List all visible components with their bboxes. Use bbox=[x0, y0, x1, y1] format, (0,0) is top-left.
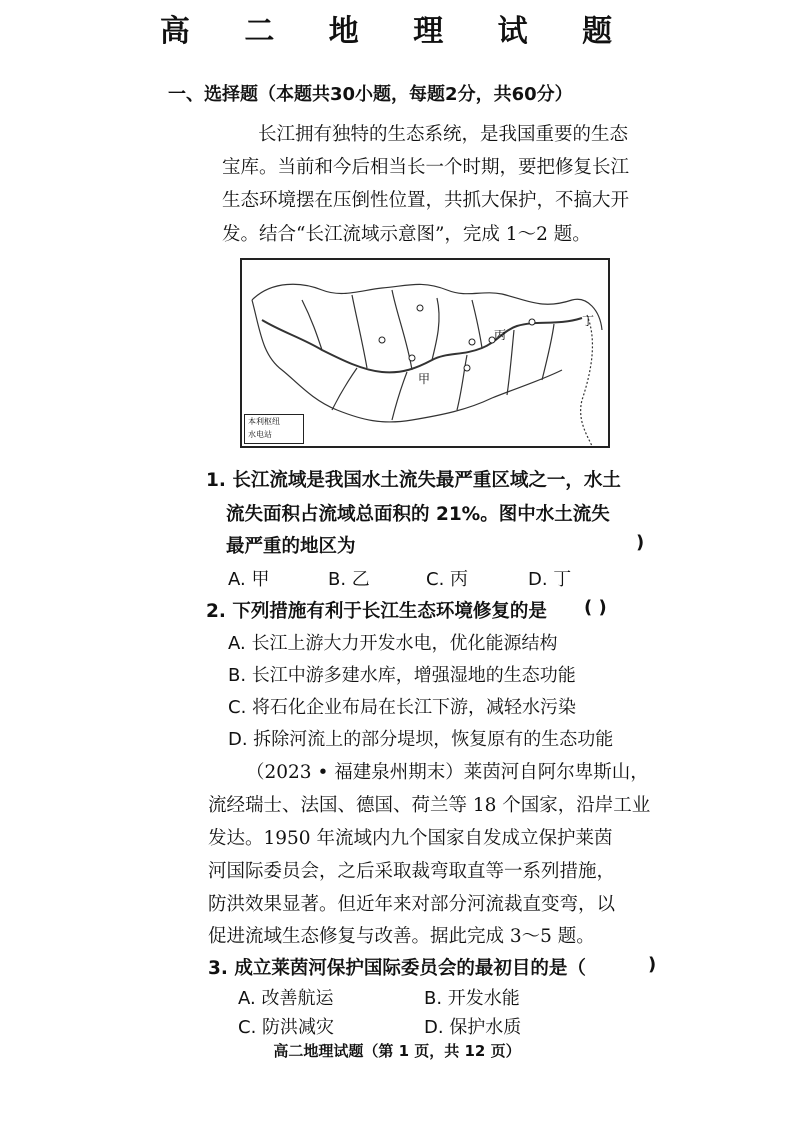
passage2-line-6: 促进流域生态修复与改善。据此完成 3～5 题。 bbox=[208, 926, 595, 947]
page-footer: 高二地理试题（第 1 页，共 12 页） bbox=[273, 1042, 521, 1060]
q3-stem: 3. 成立莱茵河保护国际委员会的最初目的是（ bbox=[208, 958, 586, 979]
passage2-line-4: 河国际委员会，之后采取裁弯取直等一系列措施， bbox=[208, 861, 616, 882]
q2-option-b[interactable]: B. 长江中游多建水库，增强湿地的生态功能 bbox=[228, 665, 576, 686]
passage2-line-2: 流经瑞士、法国、德国、荷兰等 18 个国家，沿岸工业 bbox=[208, 795, 651, 816]
intro-line-3: 生态环境摆在压倒性位置，共抓大保护，不搞大开 bbox=[222, 190, 630, 211]
intro-line-2: 宝库。当前和今后相当长一个时期，要把修复长江 bbox=[222, 157, 630, 178]
yangtze-basin-map bbox=[240, 258, 610, 448]
q1-answer-paren: ) bbox=[636, 532, 645, 553]
q1-option-c[interactable]: C. 丙 bbox=[426, 569, 469, 590]
map-label-jia: 甲 bbox=[418, 372, 431, 386]
q1-line-3: 最严重的地区为 bbox=[226, 536, 356, 557]
q1-option-b[interactable]: B. 乙 bbox=[328, 569, 370, 590]
q3-option-a[interactable]: A. 改善航运 bbox=[238, 988, 334, 1009]
q2-option-c[interactable]: C. 将石化企业布局在长江下游，减轻水污染 bbox=[228, 697, 577, 718]
map-legend bbox=[244, 414, 304, 444]
map-label-bing: 丙 bbox=[494, 328, 507, 342]
intro-line-4: 发。结合“长江流域示意图”，完成 1～2 题。 bbox=[222, 224, 591, 245]
q1-option-a[interactable]: A. 甲 bbox=[228, 569, 270, 590]
page-title: 高 二 地 理 试 题 bbox=[159, 14, 635, 49]
q2-answer-paren: ( ) bbox=[584, 597, 607, 618]
q3-option-c[interactable]: C. 防洪减灾 bbox=[238, 1017, 335, 1038]
q3-option-b[interactable]: B. 开发水能 bbox=[424, 988, 520, 1009]
q2-option-a[interactable]: A. 长江上游大力开发水电，优化能源结构 bbox=[228, 633, 558, 654]
q2-stem: 2. 下列措施有利于长江生态环境修复的是 bbox=[206, 601, 547, 622]
q2-option-d[interactable]: D. 拆除河流上的部分堤坝，恢复原有的生态功能 bbox=[228, 729, 614, 750]
q1-option-d[interactable]: D. 丁 bbox=[528, 569, 572, 590]
passage2-line-3: 发达。1950 年流域内九个国家自发成立保护莱茵 bbox=[208, 828, 613, 849]
legend-item-station: 水电站 bbox=[248, 430, 272, 439]
q3-option-d[interactable]: D. 保护水质 bbox=[424, 1017, 522, 1038]
q1-line-2: 流失面积占流域总面积的 21%。图中水土流失 bbox=[226, 504, 610, 525]
map-label-ding: 丁 bbox=[582, 314, 595, 328]
passage2-line-1: （2023 • 福建泉州期末）莱茵河自阿尔卑斯山， bbox=[246, 762, 649, 783]
q1-line-1: 1. 长江流域是我国水土流失最严重区域之一，水土 bbox=[206, 470, 621, 491]
intro-line-1: 长江拥有独特的生态系统，是我国重要的生态 bbox=[258, 124, 629, 145]
section-heading: 一、选择题（本题共30小题，每题2分，共60分） bbox=[168, 84, 573, 105]
q3-answer-paren: ) bbox=[648, 954, 657, 975]
legend-item-hub: 本利枢纽 bbox=[248, 417, 280, 426]
passage2-line-5: 防洪效果显著。但近年来对部分河流裁直变弯，以 bbox=[208, 894, 616, 915]
